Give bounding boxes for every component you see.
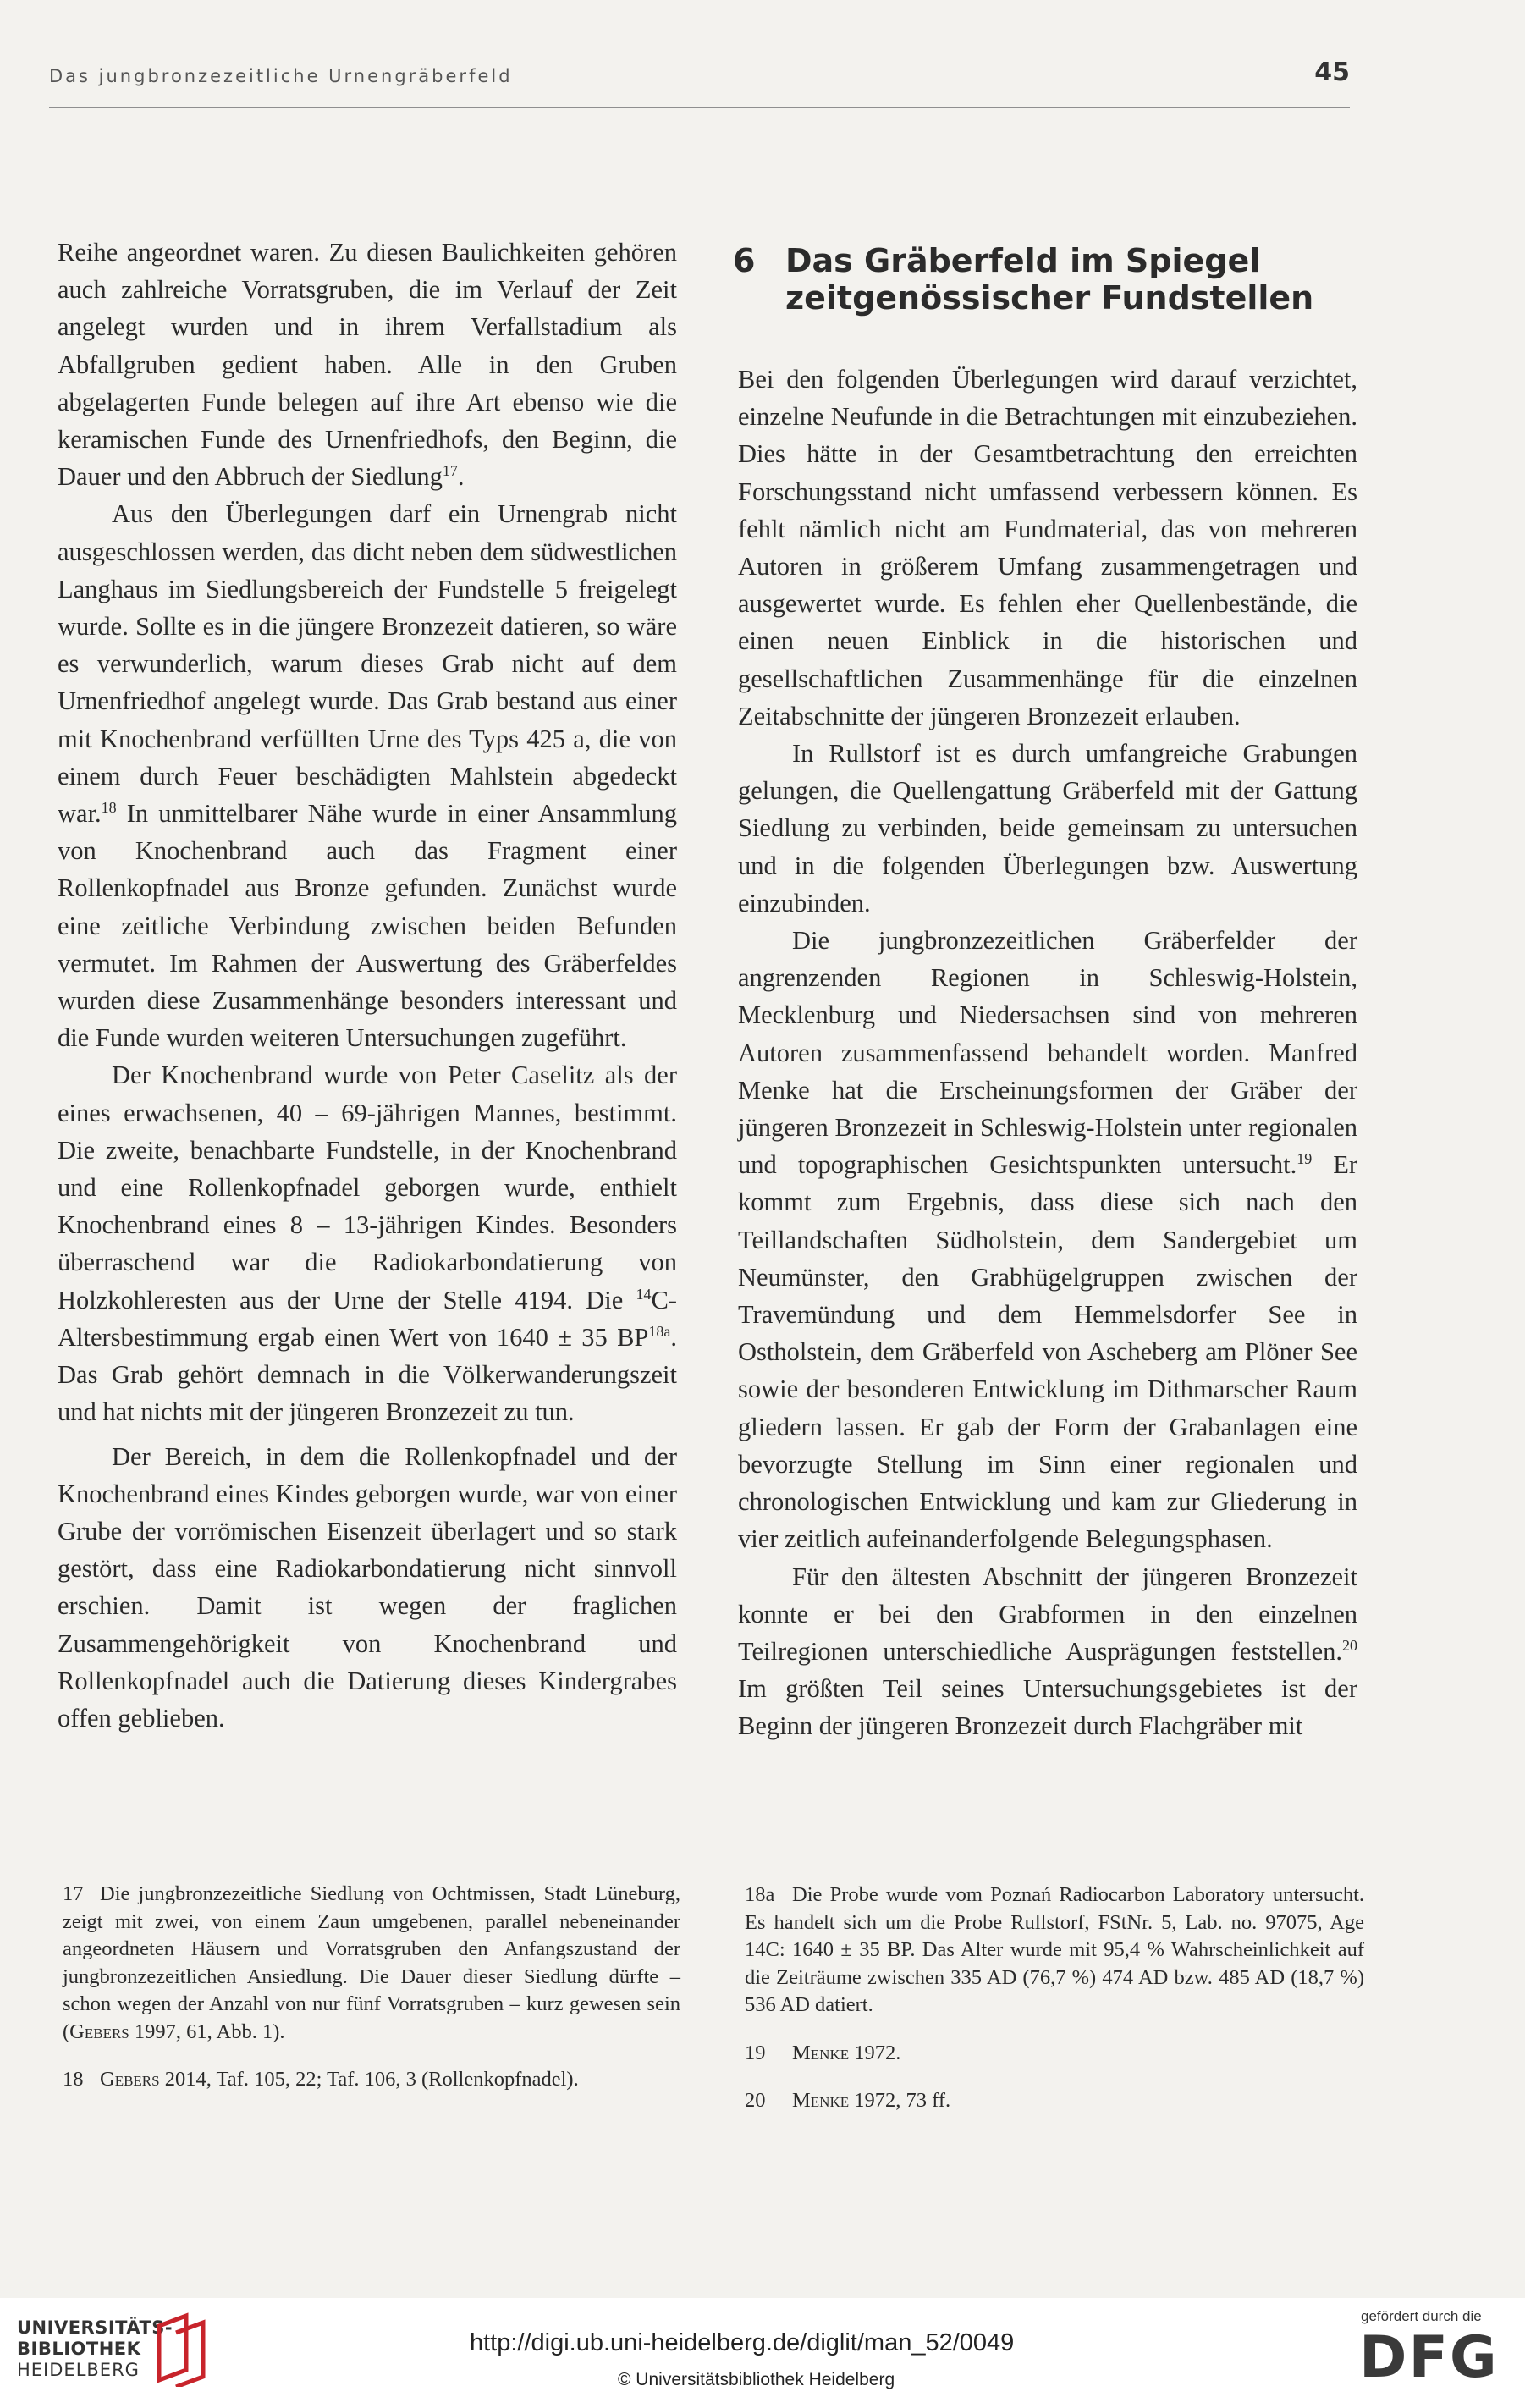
footnote-number: 20 [745,2089,766,2112]
footnote-number: 19 [745,2041,766,2064]
library-logo-icon [152,2311,212,2387]
footnote: 20 Menke 1972, 73 ff. [745,2087,1364,2115]
permalink-url[interactable]: http://digi.ub.uni-heidelberg.de/diglit/man_52/0049 [470,2329,1015,2356]
footnote: 18 Gebers 2014, Taf. 105, 22; Taf. 106, 3 (Rollenkopfnadel). [63,2066,680,2094]
section-heading [733,242,1359,317]
paragraph: Die jungbronzezeitlichen Gräberfelder der angrenzenden Regionen in Schleswig-Holstein, Mecklenburg und Niedersachsen sind von mehreren Autoren zusammenfassend behandelt worden. Manfred Menke hat die Erscheinungsformen der Gräber der jüngeren Bronzezeit in Schleswig-Holstein unter regionalen und topographischen Gesichtspunkten untersucht.$^{19}$ Er kommt zum Ergebnis, dass diese sich nach den Teillandschaften Südholstein, dem Sandergebiet um Neumünster, den Grabhügelgruppen zwischen der Travemündung und dem Hemmelsdorfer See in Ostholstein, dem Gräberfeld von Ascheberg am Plöner See sowie der besonderen Entwicklung im Dithmarscher Raum gliedern lassen. Er gab der Form der Grabanlagen eine bevorzugte Stellung im Sinn einer regionalen und chronologischen Entwicklung und kam zur Gliederung in vier zeitlich aufeinanderfolgende Belegungsphasen. [738,926,1357,1554]
funding-caption: gefördert durch die [1361,2308,1482,2324]
page-number: 45 [1314,58,1350,87]
dfg-logo[interactable]: DFG [1359,2324,1499,2391]
left-column [58,234,677,1737]
footnote: 17 Die jungbronzezeitliche Siedlung von Ochtmissen, Stadt Lüneburg, zeigt mit zwei, von einem Zaun umgebenen, parallel nebeneinander angeordneten Häusern und Vorratsgruben den Anfangszustand der jungbronzezeitlichen Ansiedlung. Die Dauer dieser Siedlung dürfte – schon wegen der Anzahl von nur fünf Vorratsgruben – kurz gewesen sein (Gebers 1997, 61, Abb. 1). [63,1882,680,2043]
paragraph: Für den ältesten Abschnitt der jüngeren Bronzezeit konnte er bei den Grabformen in den einzelnen Teilregionen unterschiedliche Ausprägungen feststellen.$^{20}$ Im größten Teil seines Untersuchungsgebietes ist der Beginn der jüngeren Bronzezeit durch Flachgräber mit [738,1562,1357,1741]
section-title: Das Gräberfeld im Spiegel zeitgenössischer Fundstellen [785,242,1314,317]
footnote-number: 18a [745,1883,775,1906]
footnotes-left [63,1881,680,2114]
footnote: 18a Die Probe wurde vom Poznań Radiocarbon Laboratory untersucht. Es handelt sich um die Probe Rullstorf, FStNr. 5, Lab. no. 97075, Age 14C: 1640 ± 35 BP. Das Alter wurde mit 95,4 % Wahrscheinlichkeit auf die Zeiträume zwischen 335 AD (76,7 %) 474 AD bzw. 485 AD (18,7 %) 536 AD datiert. [745,1883,1364,2016]
paragraph: Aus den Überlegungen darf ein Urnengrab nicht ausgeschlossen werden, das dicht neben dem südwestlichen Langhaus im Siedlungsbereich der Fundstelle 5 freigelegt wurde. Sollte es in die jüngere Bronzezeit datieren, so wäre es verwunderlich, warum dieses Grab nicht auf dem Urnenfriedhof angelegt wurde. Das Grab bestand aus einer mit Knochenbrand verfüllten Urne des Typs 425 a, die von einem durch Feuer beschädigten Mahlstein abgedeckt war.$^{18}$ In unmittelbarer Nähe wurde in einer Ansammlung von Knochenbrand auch das Fragment einer Rollenkopfnadel aus Bronze gefunden. Zunächst wurde eine zeitliche Verbindung zwischen beiden Befunden vermutet. Im Rahmen der Auswertung des Gräberfeldes wurden diese Zusammenhänge besonders interessant und die Funde wurden weiteren Untersuchungen zugeführt. [58,499,677,1053]
isotope-superscript: 14 [636,1285,652,1303]
footnote-number: 18 [63,2068,84,2091]
footnote-ref[interactable]: 18 [101,798,117,816]
footnote-ref[interactable]: 19 [1297,1150,1313,1168]
footnote-ref[interactable]: 17 [442,462,458,480]
paragraph: Der Knochenbrand wurde von Peter Caselitz als der eines erwachsenen, 40 – 69-jährigen Mannes, bestimmt. Die zweite, benachbarte Fundstelle, in der Knochenbrand und eine Rollenkopfnadel geborgen wurde, enthielt Knochenbrand eines 8 – 13-jährigen Kindes. Besonders überraschend war die Radiokarbondatierung von Holzkohleresten aus der Urne der Stelle 4194. Die $^{14}$C-Altersbestimmung ergab einen Wert von 1640 ± 35 $BP^{18a}$. Das Grab gehört demnach in die Völkerwanderungszeit und hat nichts mit der jüngeren Bronzezeit zu tun. [58,1061,677,1427]
right-column [738,361,1357,1745]
footnote-ref[interactable]: 18a [648,1322,671,1340]
library-logo-text[interactable]: UNIVERSITÄTS- BIBLIOTHEK HEIDELBERG [17,2317,173,2380]
paragraph: Bei den folgenden Überlegungen wird darauf verzichtet, einzelne Neufunde in die Betrachtungen mit einzubeziehen. Dies hätte in der Gesamtbetrachtung den erreichten Forschungsstand nicht umfassend verbessern können. Es fehlt nämlich nicht am Fundmaterial, das von mehreren Autoren in größerem Umfang zusammengetragen und ausgewertet wurde. Es fehlen eher Quellenbestände, die einen neuen Einblick in die historischen und gesellschaftlichen Zusammenhänge für die einzelnen Zeitabschnitte der jüngeren Bronzezeit erlauben. [738,365,1357,730]
footnote: 19 Menke 1972. [745,2040,1364,2068]
paragraph: Der Bereich, in dem die Rollenkopfnadel und der Knochenbrand eines Kindes geborgen wurde, war von einer Grube der vorrömischen Eisenzeit überlagert und so stark gestört, dass eine Radiokarbondatierung nicht sinnvoll erschien. Damit ist wegen der fraglichen Zusammengehörigkeit von Knochenbrand und Rollenkopfnadel auch die Datierung dieses Kindergrabes offen geblieben. [58,1441,677,1733]
footnotes-right [745,1882,1364,2135]
paragraph: In Rullstorf ist es durch umfangreiche Grabungen gelungen, die Quellengattung Gräberfeld mit der Gattung Siedlung zu verbinden, beide gemeinsam zu untersuchen und in die folgenden Überlegungen bzw. Auswertung einzubinden. [738,739,1357,917]
paragraph: Reihe angeordnet waren. Zu diesen Baulichkeiten gehören auch zahlreiche Vorratsgruben, die im Verlauf der Zeit angelegt wurden und in ihrem Verfallstadium als Abfallgruben gedient haben. Alle in den Gruben abgelagerten Funde belegen auf ihre Art ebenso wie die keramischen Funde des Urnenfriedhofs, den Beginn, die Dauer und den Abbruch der Siedlung$^{17}$. [58,238,677,492]
copyright-notice: © Universitätsbibliothek Heidelberg [618,2370,895,2389]
footnote-number: 17 [63,1882,84,1905]
footnote-ref[interactable]: 20 [1342,1636,1357,1654]
section-number: 6 [733,242,756,279]
running-head: Das jungbronzezeitliche Urnengräberfeld [49,66,513,86]
header-rule [49,107,1350,108]
